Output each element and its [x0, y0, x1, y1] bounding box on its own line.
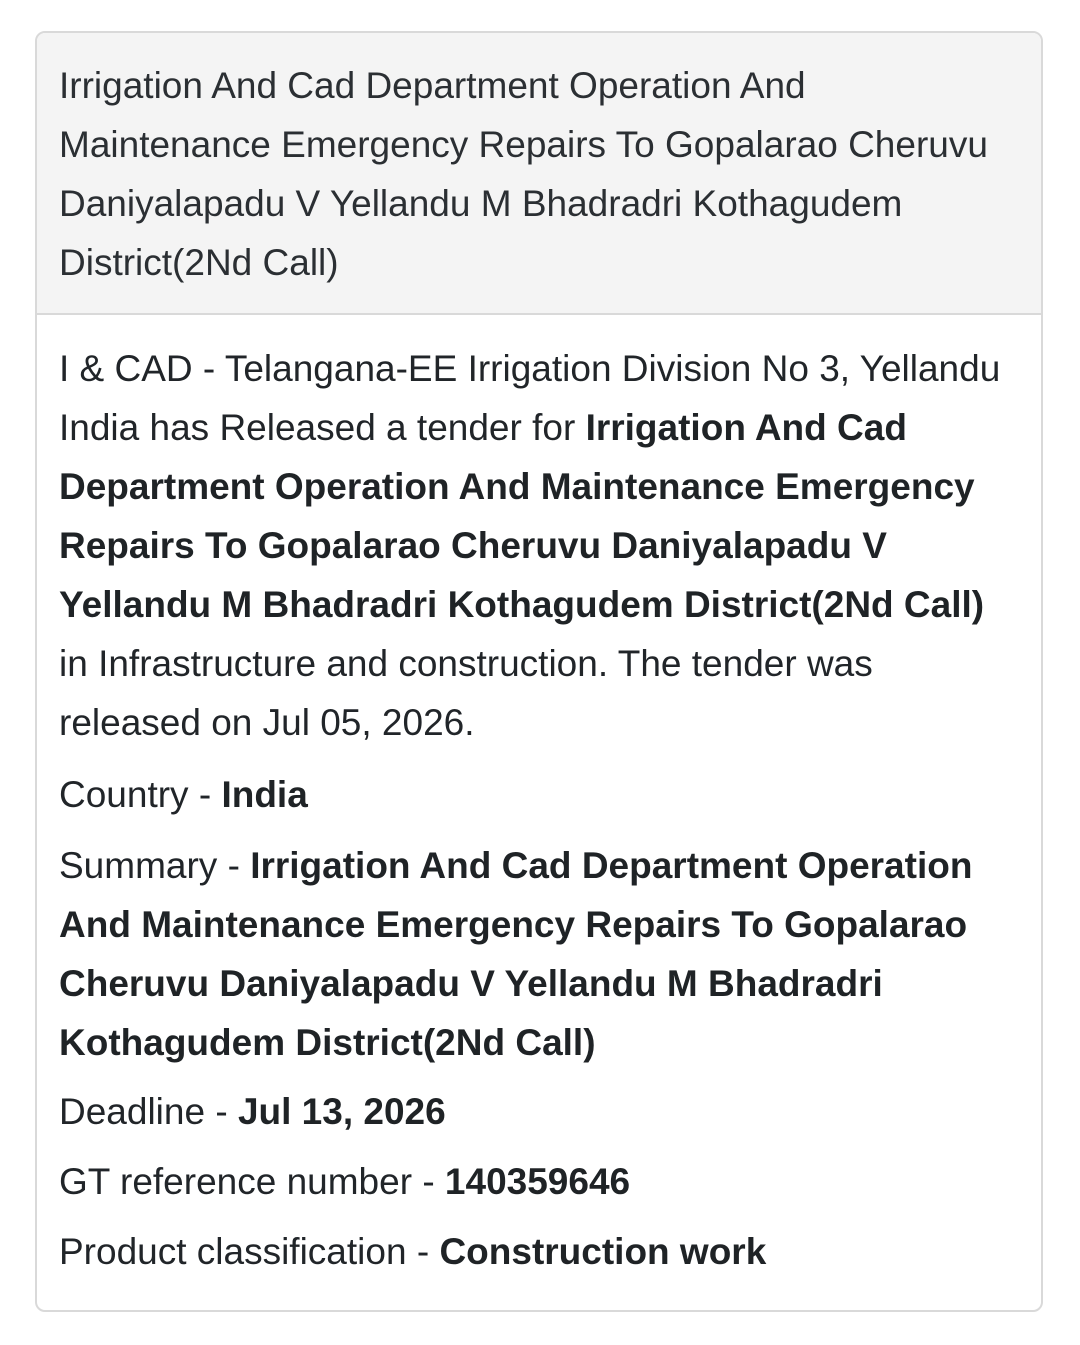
summary-label: Summary -	[59, 845, 251, 886]
description-prefix: I & CAD - Telangana-EE Irrigation Division No 3, Yellandu India has Released a tender for	[59, 348, 1001, 448]
tender-card-header	[37, 33, 1041, 315]
product-classification-label: Product classification -	[59, 1231, 440, 1272]
description-project-name: Irrigation And Cad Department Operation And Maintenance Emergency Repairs To Gopalarao Cheruvu Daniyalapadu V Yellandu M Bhadradri Kothagudem District(2Nd Call)	[59, 407, 985, 625]
tender-card	[35, 31, 1043, 1312]
gt-reference-row	[59, 1152, 1019, 1211]
description-suffix: in Infrastructure and construction. The tender was released on Jul 05, 2026.	[59, 643, 873, 743]
gt-reference-label: GT reference number -	[59, 1161, 445, 1202]
deadline-label: Deadline -	[59, 1091, 238, 1132]
country-value: India	[221, 774, 308, 815]
product-classification-value: Construction work	[439, 1231, 767, 1272]
tender-description	[59, 339, 1019, 752]
product-classification-row	[59, 1222, 1019, 1281]
summary-value: Irrigation And Cad Department Operation And Maintenance Emergency Repairs To Gopalarao Cheruvu Daniyalapadu V Yellandu M Bhadradri Kothagudem District(2Nd Call)	[59, 845, 973, 1063]
tender-title[interactable]: Irrigation And Cad Department Operation And Maintenance Emergency Repairs To Gopalarao Cheruvu Daniyalapadu V Yellandu M Bhadradri Kothagudem District(2Nd Call)	[59, 65, 988, 283]
deadline-row	[59, 1082, 1019, 1141]
gt-reference-value: 140359646	[444, 1161, 631, 1202]
country-row	[59, 765, 1019, 824]
country-label: Country -	[59, 774, 222, 815]
deadline-value: Jul 13, 2026	[237, 1091, 446, 1132]
tender-card-body	[37, 315, 1041, 1281]
summary-row	[59, 836, 1019, 1072]
